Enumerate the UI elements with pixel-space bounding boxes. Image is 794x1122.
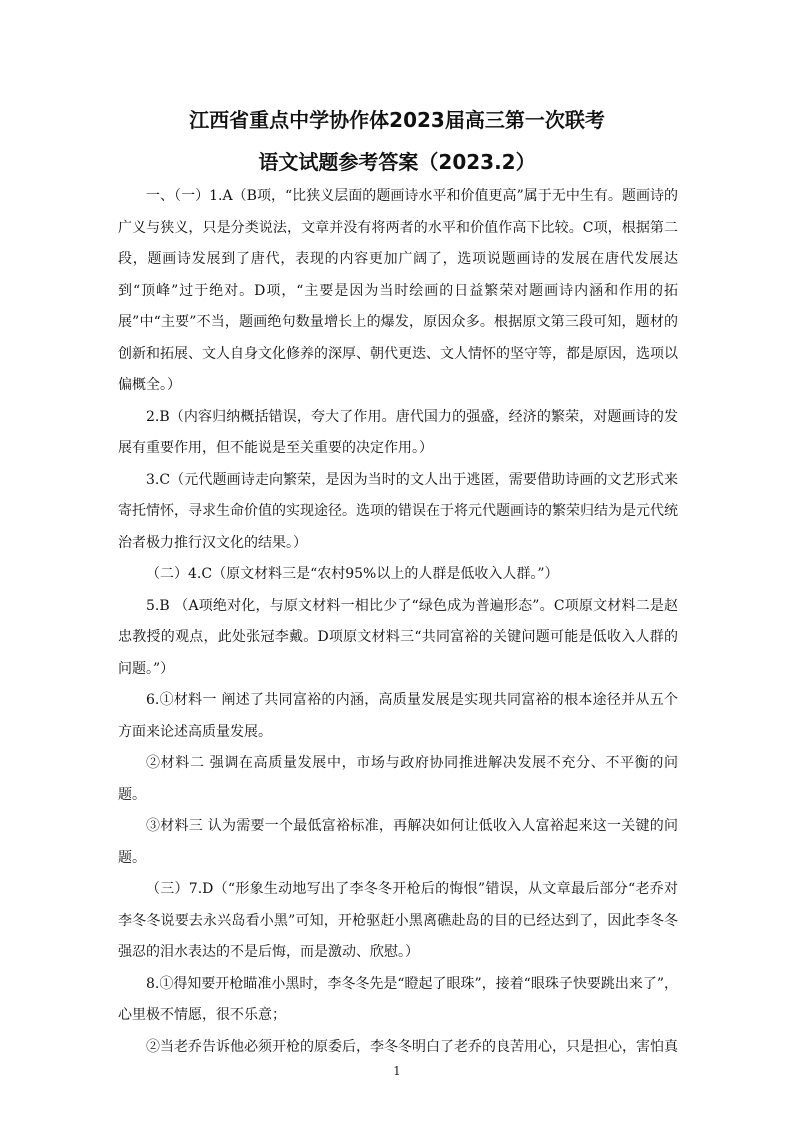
answer-paragraph: ③材料三 认为需要一个最低富裕标准，再解决如何让低收入人富裕起来这一关键的问题。	[118, 818, 678, 866]
answer-paragraph: 3.C（元代题画诗走向繁荣，是因为当时的文人出于逃匿，需要借助诗画的文艺形式来寄托情怀，寻求生命价值的实现途径。选项的错误在于将元代题画诗的繁荣归结为是元代统治者极力推行汉文化的结果。）	[118, 471, 678, 551]
answer-paragraph: 一、（一）1.A（B项，“比狭义层面的题画诗水平和价值更高”属于无中生有。题画诗的广义与狭义，只是分类说法，文章并没有将两者的水平和价值作高下比较。C项，根据第二段，题画诗发展到了唐代，表现的内容更加广阔了，选项说题画诗的发展在唐代发展达到“顶峰”过于绝对。D项，“主要是因为当时绘画的日益繁荣对题画诗内涵和作用的拓展”中“主要”不当，题画绝句数量增长上的爆发，原因众多。根据原文第三段可知，题材的创新和拓展、文人自身文化修养的深厚、朝代更迭、文人情怀的坚守等，都是原因，选项以偏概全。）	[118, 188, 678, 393]
answer-paragraph: ②材料二 强调在高质量发展中，市场与政府协同推进解决发展不充分、不平衡的问题。	[118, 755, 678, 803]
answer-paragraph: ②当老乔告诉他必须开枪的原委后，李冬冬明白了老乔的良苦用心，只是担心，害怕真	[146, 1038, 678, 1055]
page-number: 1	[393, 1064, 401, 1078]
answer-body	[118, 181, 678, 1063]
answer-paragraph: 5.B （A项绝对化，与原文材料一相比少了“绿色成为普遍形态”。C项原文材料二是赵忠教授的观点，此处张冠李戴。D项原文材料三“共同富裕的关键问题可能是低收入人群的问题。”）	[118, 597, 678, 677]
answer-paragraph: 8.①得知要开枪瞄准小黑时，李冬冬先是“瞪起了眼珠”，接着“眼珠子快要跳出来了”，心里极不情愿，很不乐意；	[118, 975, 678, 1023]
answer-paragraph: （三）7.D（“形象生动地写出了李冬冬开枪后的悔恨”错误，从文章最后部分“老乔对李冬冬说要去永兴岛看小黑”可知，开枪驱赶小黑离礁赴岛的目的已经达到了，因此李冬冬强忍的泪水表达的不是后悔，而是激动、欣慰。）	[118, 881, 678, 960]
document-title: 江西省重点中学协作体2023届高三第一次联考	[189, 108, 605, 132]
answer-paragraph: 2.B（内容归纳概括错误，夸大了作用。唐代国力的强盛，经济的繁荣，对题画诗的发展有重要作用，但不能说是至关重要的决定作用。）	[118, 408, 678, 456]
document-subtitle: 语文试题参考答案（2023.2）	[258, 150, 536, 174]
answer-paragraph: （二）4.C（原文材料三是“农村95%以上的人群是低收入人群。”）	[146, 566, 559, 582]
answer-paragraph: 6.①材料一 阐述了共同富裕的内涵，高质量发展是实现共同富裕的根本途径并从五个方面来论述高质量发展。	[118, 692, 678, 740]
